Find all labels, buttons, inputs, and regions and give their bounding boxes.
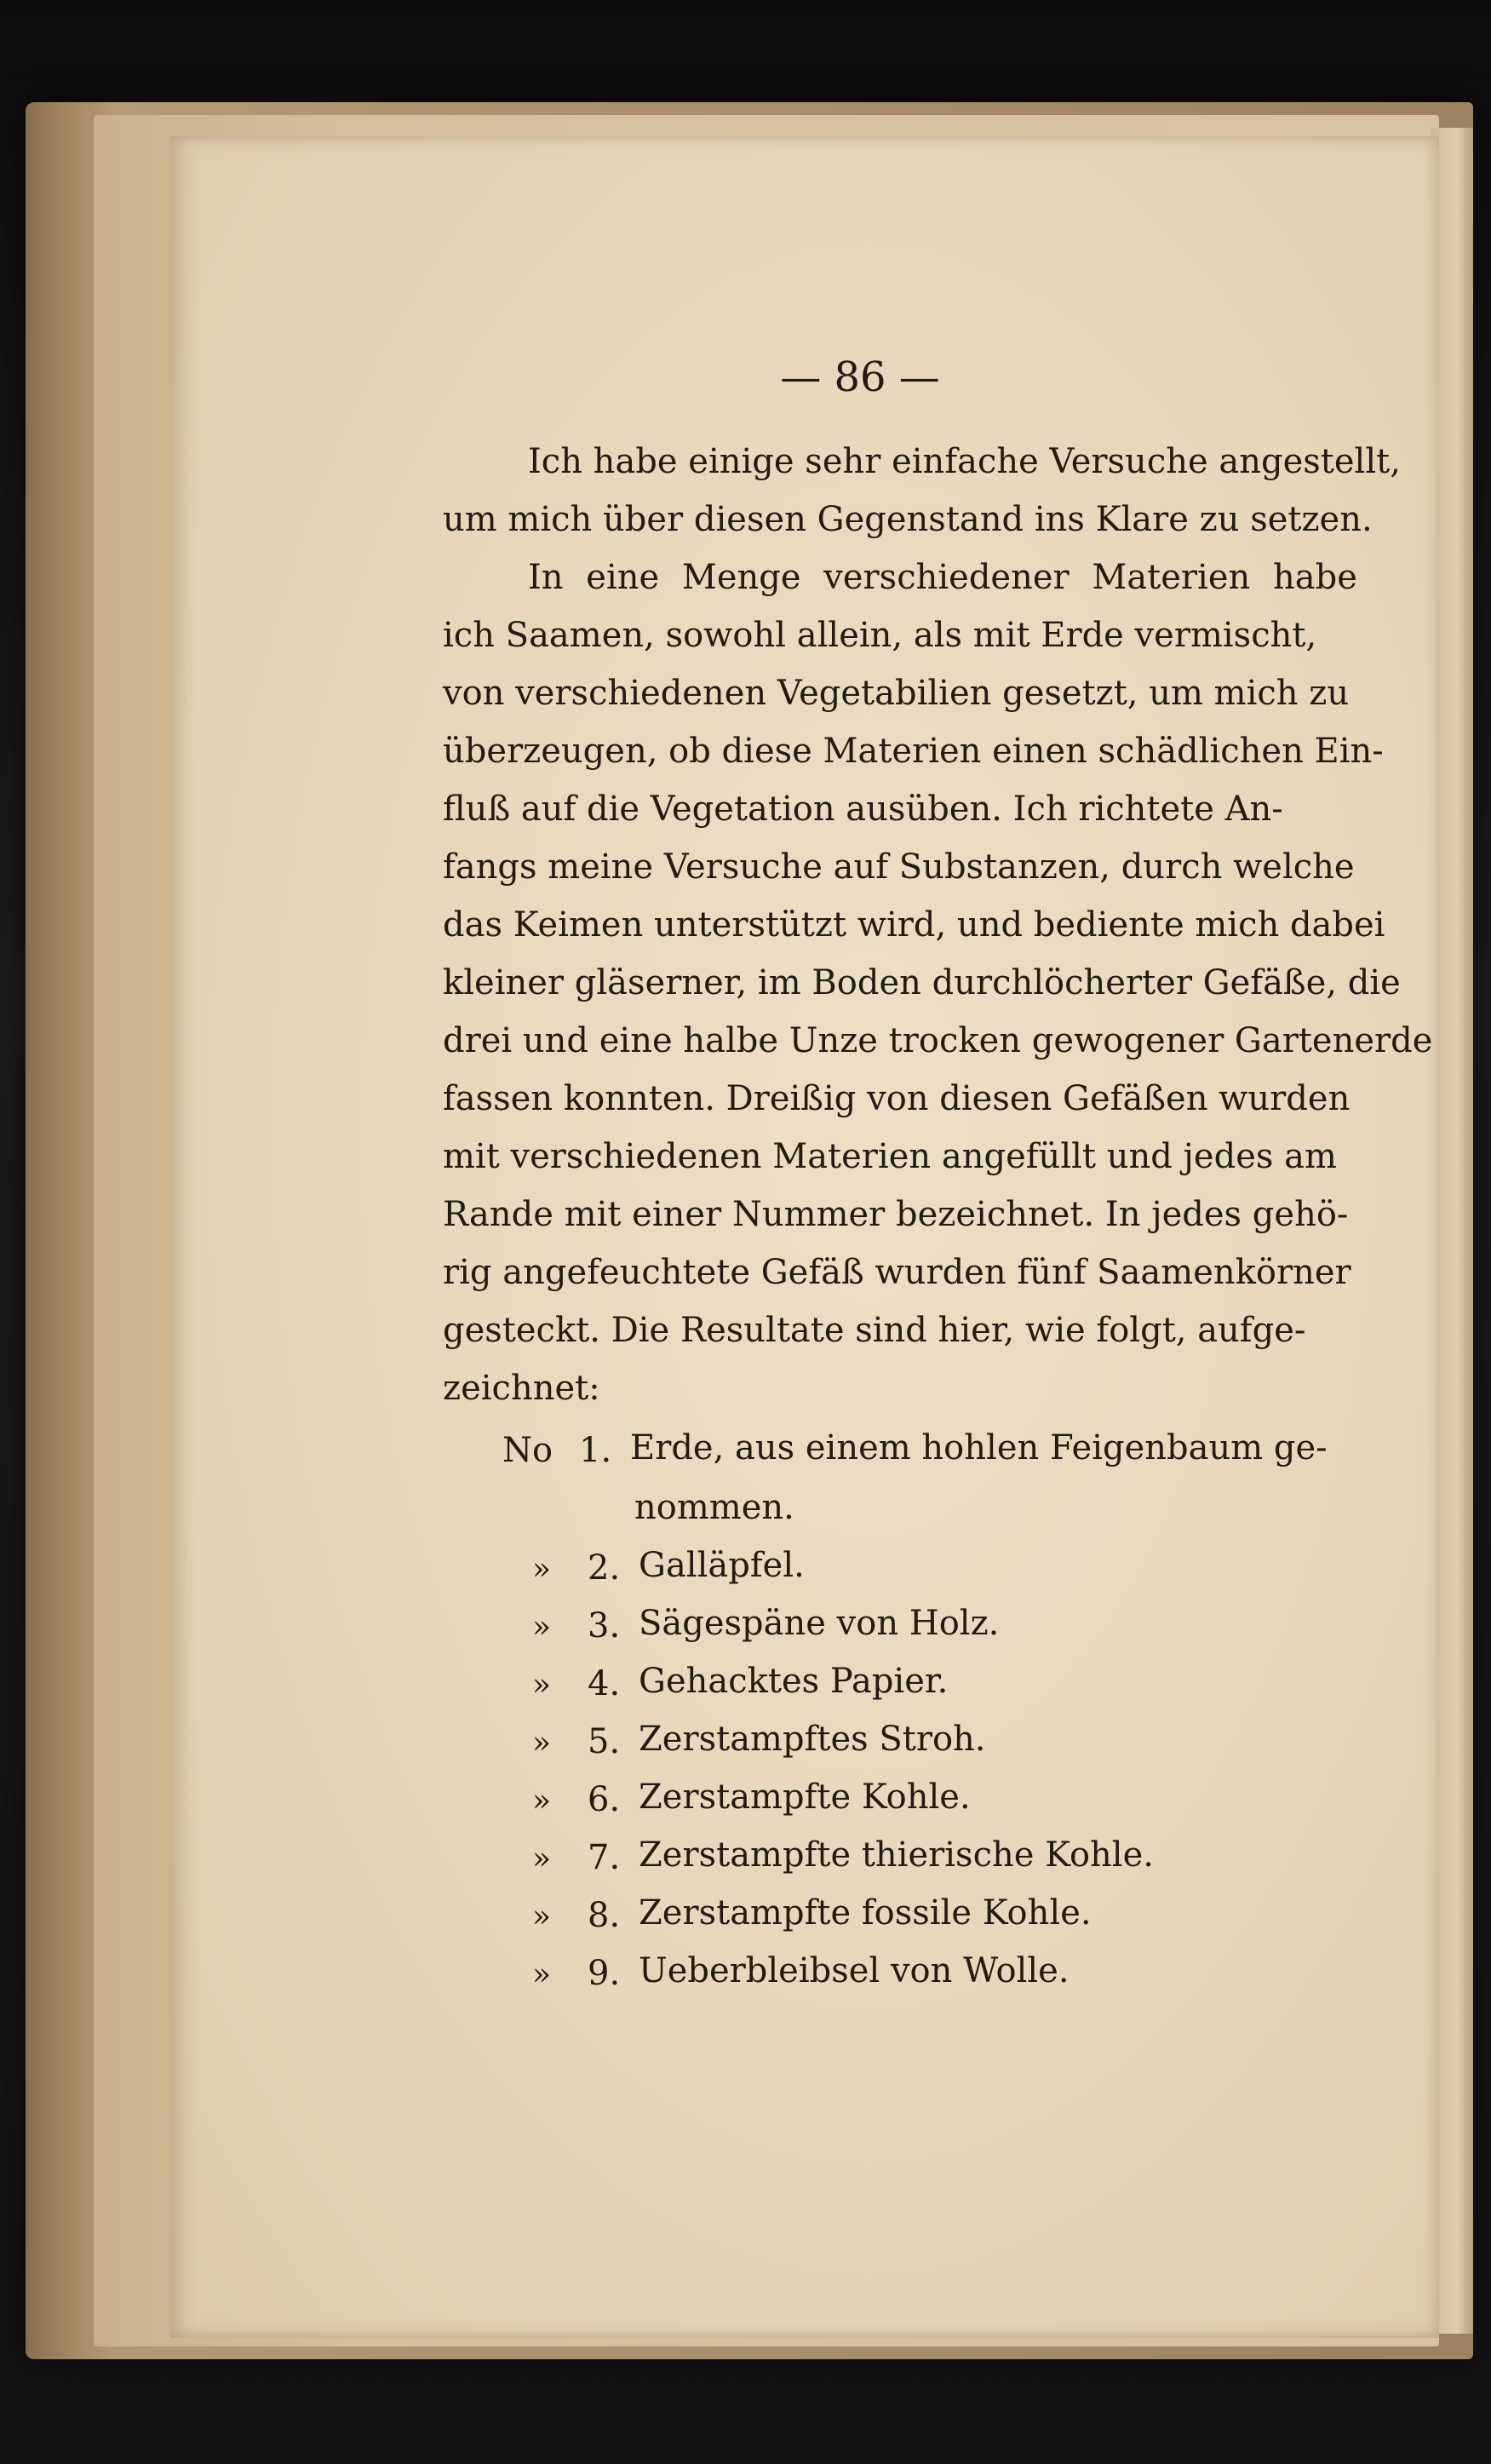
ditto-mark: » [532,1726,552,1760]
paragraph-line: drei und eine halbe Unze trocken gewogener Gartenerde [443,1021,1433,1060]
list-item-number: 3. [588,1606,621,1646]
list-prefix: No [502,1431,553,1470]
ditto-mark: » [532,1610,552,1645]
ditto-mark: » [532,1957,552,1992]
paragraph-line: das Keimen unterstützt wird, und bediente mich dabei [443,905,1385,945]
paragraph-line: fangs meine Versuche auf Substanzen, durch welche [443,847,1355,887]
list-item-number: 9. [588,1954,621,1993]
list-item-text: Zerstampfte thierische Kohle. [639,1835,1154,1875]
paragraph-line: von verschiedenen Vegetabilien gesetzt, um mich zu [443,674,1350,713]
ditto-mark: » [532,1552,552,1587]
list-item-number: 6. [588,1780,621,1819]
list-item-text: Galläpfel. [639,1546,805,1585]
list-item-text: Gehacktes Papier. [639,1662,949,1701]
ditto-mark: » [532,1783,552,1818]
paragraph-line: fluß auf die Vegetation ausüben. Ich richtete An- [443,790,1283,829]
paragraph-line: um mich über diesen Gegenstand ins Klare zu setzen. [443,500,1373,539]
list-item-text: Sägespäne von Holz. [639,1604,1000,1643]
paragraph-line: mit verschiedenen Materien angefüllt und jedes am [443,1137,1337,1176]
paragraph-line: In eine Menge verschiedener Materien habe [528,558,1357,597]
ditto-mark: » [532,1668,552,1703]
list-item-number: 7. [588,1838,621,1877]
list-item-number: 8. [588,1896,621,1935]
ditto-mark: » [532,1899,552,1934]
list-item-number: 5. [588,1722,621,1761]
page-number: — 86 — [780,353,940,401]
paragraph-line: Rande mit einer Nummer bezeichnet. In jedes gehö- [443,1195,1349,1234]
list-item-text: Ueberbleibsel von Wolle. [639,1951,1070,1990]
list-item-text: Zerstampftes Stroh. [639,1720,986,1759]
list-item-number: 1. [579,1431,612,1470]
paragraph-line: fassen konnten. Dreißig von diesen Gefäßen wurden [443,1079,1351,1118]
paragraph-line: gesteckt. Die Resultate sind hier, wie folgt, aufge- [443,1311,1306,1350]
list-item-text: Zerstampfte fossile Kohle. [639,1893,1092,1933]
paragraph-line: überzeugen, ob diese Materien einen schädlichen Ein- [443,732,1384,771]
list-item-number: 4. [588,1664,621,1703]
paragraph-line: Ich habe einige sehr einfache Versuche angestellt, [528,442,1401,481]
ditto-mark: » [532,1841,552,1876]
list-item-number: 2. [588,1548,621,1588]
list-item-text: Zerstampfte Kohle. [639,1778,971,1817]
paragraph-line: ich Saamen, sowohl allein, als mit Erde vermischt, [443,616,1317,655]
list-item-continuation: nommen. [634,1488,794,1527]
list-item-text: Erde, aus einem hohlen Feigenbaum ge- [630,1428,1328,1467]
paragraph-line: zeichnet: [443,1369,600,1408]
paragraph-line: kleiner gläserner, im Boden durchlöcherter Gefäße, die [443,963,1401,1002]
paragraph-line: rig angefeuchtete Gefäß wurden fünf Saamenkörner [443,1253,1351,1292]
